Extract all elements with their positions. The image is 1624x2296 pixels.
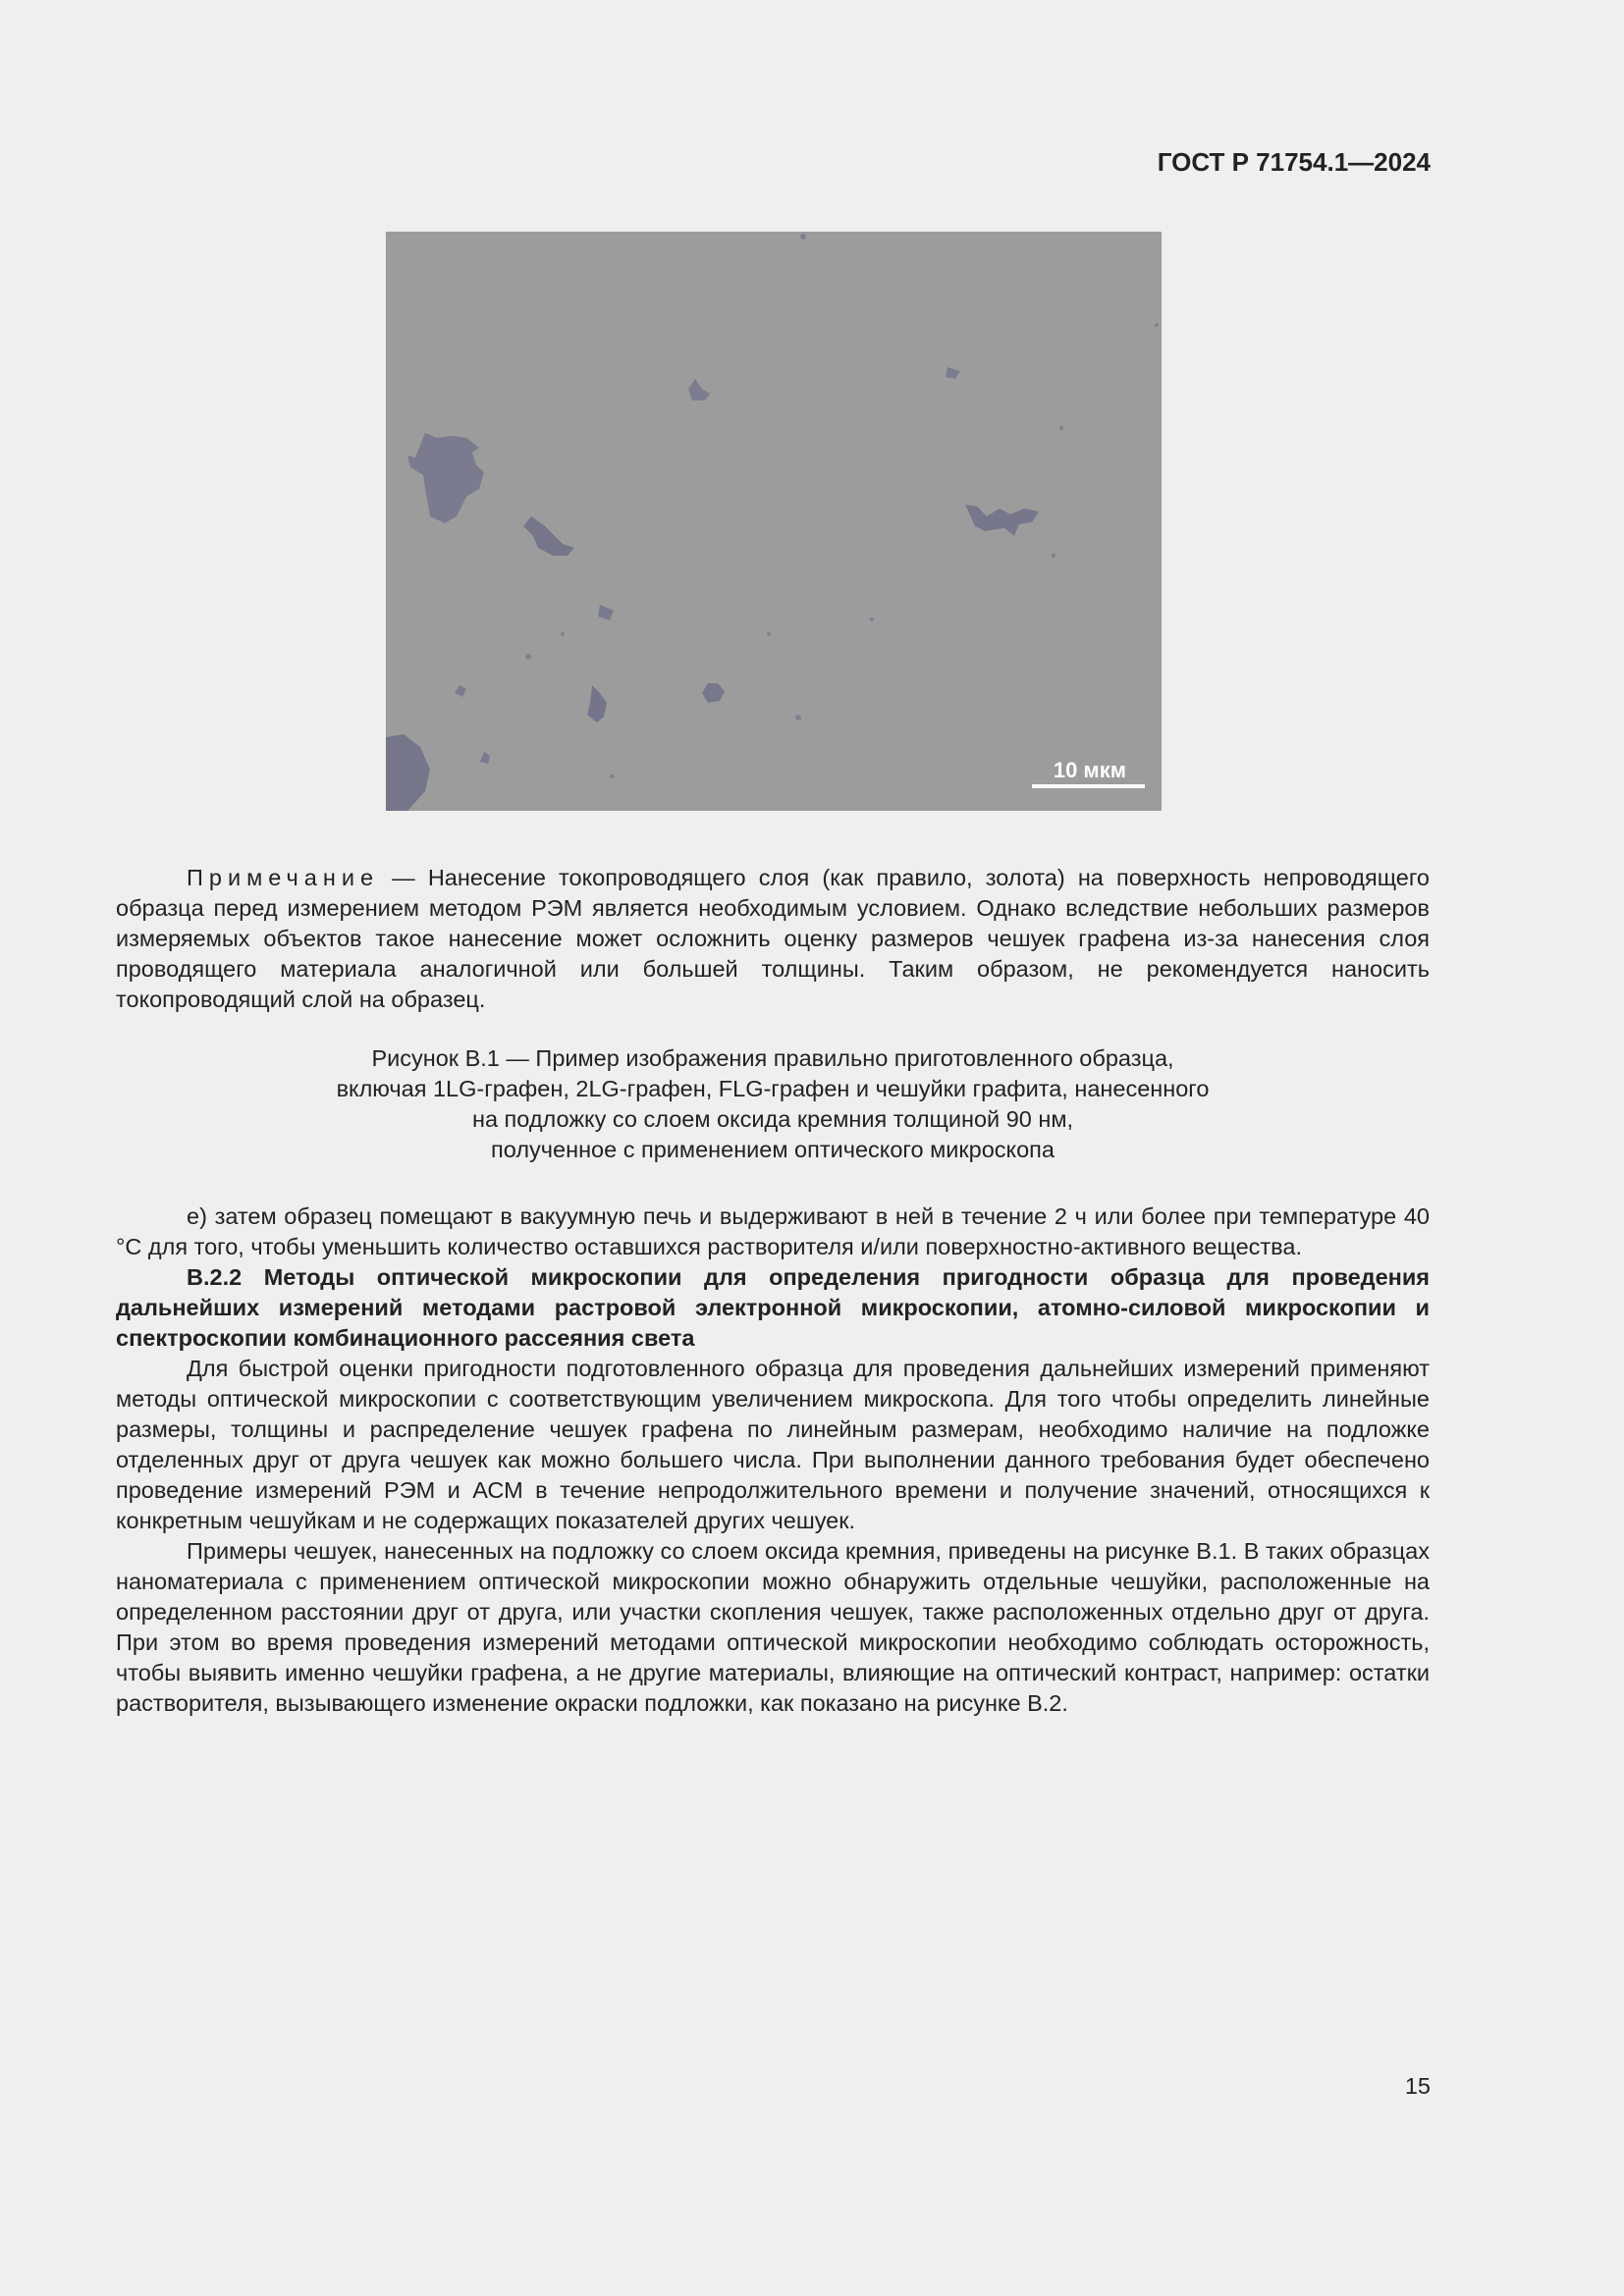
note-block: [116, 863, 1430, 1015]
caption-line: включая 1LG-графен, 2LG-графен, FLG-графен и чешуйки графита, нанесенного: [336, 1076, 1210, 1101]
note-text: — Нанесение токопроводящего слоя (как правило, золота) на поверхность непроводящего образца перед измерением методом РЭМ является необходимым условием. Однако вследствие небольших размеров измеряемых объектов такое нанесение может осложнить оценку размеров чешуек графена из-за нанесения слоя проводящего материала аналогичной или большей толщины. Таким образом, не рекомендуется наносить токопроводящий слой на образец.: [116, 865, 1430, 1012]
caption-line: Рисунок В.1 — Пример изображения правильно приготовленного образца,: [371, 1045, 1174, 1071]
caption-line: на подложку со слоем оксида кремния толщиной 90 нм,: [471, 1106, 1074, 1132]
flake: [795, 715, 801, 721]
graphene-flakes-graphic: [386, 232, 1162, 811]
body-paragraph: Для быстрой оценки пригодности подготовленного образца для проведения дальнейших измерений применяют методы оптической микроскопии с соответствующим увеличением микроскопа. Для того чтобы определить линейные размеры, толщины и распределение чешуек графена по линейным размерам, необходимо наличие на подложке отделенных друг от друга чешуек как можно большего числа. При выполнении данного требования будет обеспечено проведение измерений РЭМ и АСМ в течение непродолжительного времени и получение значений, относящихся к конкретным чешуйкам и не содержащих показателей других чешуек.: [116, 1356, 1430, 1533]
flake: [1052, 554, 1056, 558]
flake: [1155, 323, 1159, 327]
scale-bar: [1032, 784, 1145, 788]
scale-label: 10 мкм: [1053, 758, 1126, 782]
flake: [767, 632, 771, 636]
body-paragraph: Примеры чешуек, нанесенных на подложку со слоем оксида кремния, приведены на рисунке В.1. В таких образцах наноматериала с применением оптической микроскопии можно обнаружить отдельные чешуйки, расположенные на определенном расстоянии друг от друга, или участки скопления чешуек, также расположенных отдельно друг от друга. При этом во время проведения измерений методами оптической микроскопии необходимо соблюдать осторожность, чтобы выявить именно чешуйки графена, а не другие материалы, влияющие на оптический контраст, например: остатки растворителя, вызывающего изменение окраски подложки, как показано на рисунке В.2.: [116, 1538, 1430, 1716]
figure-caption: [116, 1043, 1430, 1165]
flake: [610, 774, 614, 778]
substrate: [386, 232, 1162, 811]
page-number: 15: [1404, 2073, 1431, 2099]
note-paragraph: [116, 863, 1430, 1015]
flake: [1059, 426, 1063, 430]
note-label: Примечание: [187, 865, 380, 890]
list-item-e: е) затем образец помещают в вакуумную печь и выдерживают в ней в течение 2 ч или более при температуре 40 °С для того, чтобы уменьшить количество оставшихся растворителя и/или поверхностно-активного вещества.: [116, 1203, 1430, 1259]
flake: [800, 234, 806, 240]
microscope-image: [386, 232, 1162, 811]
flake: [525, 654, 531, 660]
document-id: ГОСТ Р 71754.1—2024: [1157, 147, 1431, 177]
body-text: [116, 1201, 1430, 1719]
flake: [561, 632, 565, 636]
flake: [870, 617, 874, 621]
caption-line: полученное с применением оптического микроскопа: [491, 1137, 1055, 1162]
section-heading: В.2.2 Методы оптической микроскопии для определения пригодности образца для проведения дальнейших измерений методами растровой электронной микроскопии, атомно-силовой микроскопии и спектроскопии комбинационного рассеяния света: [116, 1264, 1430, 1351]
